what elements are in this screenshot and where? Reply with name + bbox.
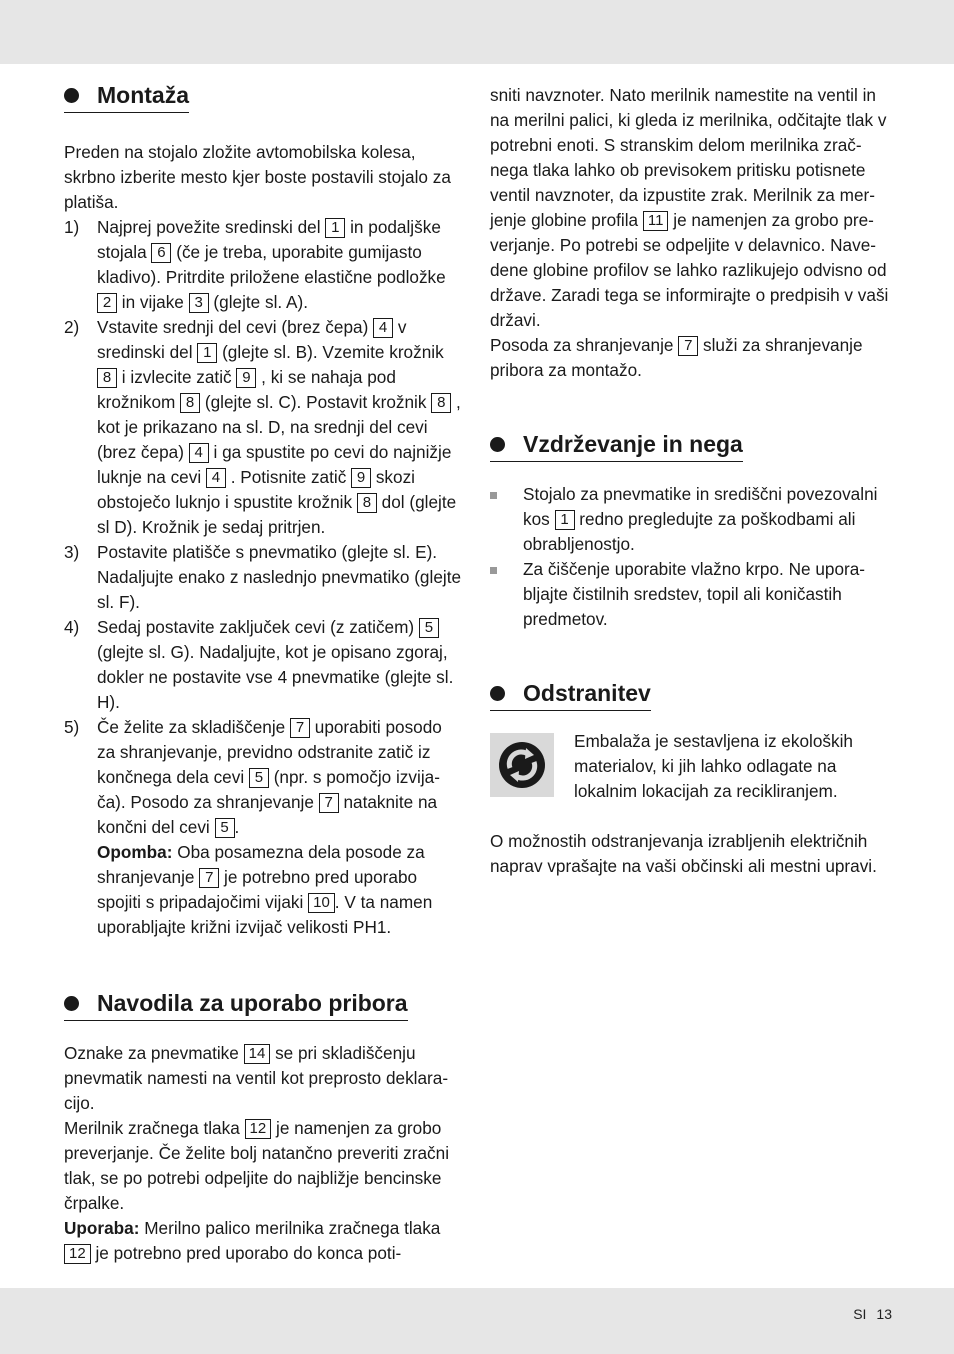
part-number-box: 8 [431,393,451,413]
list-item [490,557,890,632]
step-text: . [234,817,240,837]
step-text: (glejte sl. G). Nadaljujte, kot je opisano zgoraj, dokler ne postavite vse 4 pnevmatike (glejte sl. H). [97,642,454,712]
page-number: 13 [876,1306,892,1322]
green-dot-recycle-icon [490,733,554,797]
step-text: (glejte sl. B). Vzemite krožnik [217,342,444,362]
part-number-box: 1 [325,218,345,238]
part-number-box: 9 [351,468,371,488]
montaza-steps [64,215,462,940]
navodila-paragraph-4 [490,333,890,383]
navodila-paragraph-3 [64,1216,462,1266]
part-number-box: 7 [290,718,310,738]
bullet-dot-icon [64,996,79,1011]
packaging-text: Embalaža je sestavljena iz ekoloških materialov, ki jih lahko odlagate na lokalnim lokacijah za recikliranjem. [574,731,853,801]
para-text: se pri skladiščenju pnevmatik namesti na ventil kot preprosto deklara-cijo. [64,1043,449,1113]
step-number: 1) [64,217,80,237]
heading-text: Odstranitev [523,680,651,706]
section-heading-montaza [64,80,189,113]
navodila-continued [490,83,890,333]
square-bullet-icon [490,492,497,499]
step-1 [64,215,462,315]
step-note [97,840,462,940]
heading-text: Vzdrževanje in nega [523,431,743,457]
step-number: 5) [64,717,80,737]
para-text: je namenjen za grobo pre-verjanje. Po potrebi se odpeljite v delavnico. Nave-dene globine profilov se lahko razlikujejo odvisno od države. Zaradi tega se informirajte o predpisih v vaši državi. [490,210,889,330]
step-text: i ga spustite po cevi do najnižje luknje na cevi [97,442,452,487]
step-text: uporabiti posodo za shranjevanje, previdno odstranite zatič iz končnega dela cevi [97,717,442,787]
para-text: Merilno palico merilnika zračnega tlaka [139,1218,441,1238]
part-number-box: 12 [245,1119,272,1139]
step-text: (če je treba, uporabite gumijasto kladivo). Pritrdite priložene elastične podložke [97,242,446,287]
part-number-box: 11 [643,211,669,231]
part-number-box: 12 [64,1244,91,1264]
step-text: Postavite platišče s pnevmatiko (glejte sl. E). Nadaljujte enako z naslednjo pnevmatiko (glejte sl. F). [97,542,462,612]
section-heading-navodila [64,988,408,1021]
section-heading-odstranitev [490,678,651,711]
list-item [490,482,890,557]
packaging-disposal [490,729,890,804]
step-text: i izvlecite zatič [117,367,237,387]
part-number-box: 7 [199,868,219,888]
part-number-box: 7 [678,336,698,356]
item-text: redno pregledujte za poškodbami ali obrabljenostjo. [523,509,856,554]
part-number-box: 1 [197,343,217,363]
part-number-box: 10 [308,893,335,913]
para-text: služi za shranjevanje pribora za montažo. [490,335,863,380]
part-number-box: 5 [215,818,235,838]
footer-band [0,1288,954,1354]
note-text: je potrebno pred uporabo spojiti s pripadajočimi vijaki [97,867,418,912]
part-number-box: 2 [97,293,117,313]
step-text: skozi obstoječo luknjo i spustite krožnik [97,467,415,512]
step-text: , ki se nahaja pod krožnikom [97,367,396,412]
step-text: Če želite za skladiščenje [97,717,290,737]
section-heading-vzdrzevanje [490,429,743,462]
step-text: Vstavite srednji del cevi (brez čepa) [97,317,374,337]
note-label: Opomba: [97,842,173,862]
step-text: nataknite na končni del cevi [97,792,438,837]
step-text: v sredinski del [97,317,407,362]
part-number-box: 6 [151,243,171,263]
language-code: SI [853,1306,867,1322]
step-text: (npr. s pomočjo izvija-ča). Posodo za shranjevanje [97,767,440,812]
step-2 [64,315,462,540]
navodila-paragraph-2 [64,1116,462,1216]
para-text: Merilnik zračnega tlaka [64,1118,245,1138]
maintenance-list [490,482,890,632]
part-number-box: 3 [189,293,209,313]
step-number: 4) [64,617,80,637]
item-text: Stojalo za pnevmatike in središčni povezovalni kos [523,484,878,529]
step-text: (glejte sl. A). [208,292,308,312]
step-text: , kot je prikazano na sl. D, na srednji del cevi (brez čepa) [97,392,461,462]
step-3 [64,540,462,615]
bullet-dot-icon [490,686,505,701]
part-number-box: 9 [236,368,256,388]
part-number-box: 8 [180,393,200,413]
square-bullet-icon [490,567,497,574]
part-number-box: 4 [189,443,209,463]
step-4 [64,615,462,715]
part-number-box: 1 [555,510,575,530]
part-number-box: 4 [373,318,393,338]
step-number: 3) [64,542,80,562]
right-column [490,83,890,879]
para-text: Posoda za shranjevanje [490,335,679,355]
part-number-box: 7 [319,793,339,813]
heading-text: Montaža [97,82,189,108]
navodila-paragraph-1 [64,1041,462,1116]
step-text: Najprej povežite sredinski del [97,217,326,237]
part-number-box: 4 [206,468,226,488]
heading-text: Navodila za uporabo pribora [97,990,408,1016]
part-number-box: 14 [244,1044,271,1064]
para-text: Oznake za pnevmatike [64,1043,244,1063]
step-text: (glejte sl. C). Postavit krožnik [200,392,432,412]
bullet-dot-icon [490,437,505,452]
devices-disposal-text: O možnostih odstranjevanja izrabljenih električnih naprav vprašajte na vaši občinski ali mestni upravi. [490,831,877,876]
page-footer [843,1306,892,1322]
step-text: in podaljške stojala [97,217,441,262]
step-text: in vijake [117,292,189,312]
para-text: sniti navznoter. Nato merilnik namestite na ventil in na merilni palici, ki gleda iz merilnika, odčitajte tlak v potrebni enoti. S stranskim delom merilnika zrač-nega tlaka lahko ob previsokem pritisku potisnete ventil navznoter, da izpustite zrak. Merilnik za mer-jenje globine profila [490,85,887,230]
para-text: je namenjen za grobo preverjanje. Če želite bolj natančno preveriti zračni tlak, se po potrebi odpeljite do najbližje bencinske črpalke. [64,1118,450,1213]
bullet-dot-icon [64,88,79,103]
step-text: Sedaj postavite zaključek cevi (z zatičem) [97,617,419,637]
montaza-intro: Preden na stojalo zložite avtomobilska kolesa, skrbno izberite mesto kjer boste postavili stojalo za platiša. [64,142,451,212]
note-text: Oba posamezna dela posode za shranjevanje [97,842,425,887]
part-number-box: 8 [357,493,377,513]
left-column [64,80,462,1266]
step-text: . Potisnite zatič [225,467,352,487]
step-5 [64,715,462,940]
step-text: dol (glejte sl D). Krožnik je sedaj pritrjen. [97,492,457,537]
usage-label: Uporaba: [64,1218,140,1238]
item-text: Za čiščenje uporabite vlažno krpo. Ne upora-bljajte čistilnih sredstev, topil ali koničastih predmetov. [523,559,866,629]
part-number-box: 5 [419,618,439,638]
part-number-box: 8 [97,368,117,388]
part-number-box: 5 [249,768,269,788]
step-number: 2) [64,317,80,337]
note-text: . V ta namen uporabljajte križni izvijač velikosti PH1. [97,892,433,937]
header-band [0,0,954,64]
para-text: je potrebno pred uporabo do konca poti- [90,1243,402,1263]
